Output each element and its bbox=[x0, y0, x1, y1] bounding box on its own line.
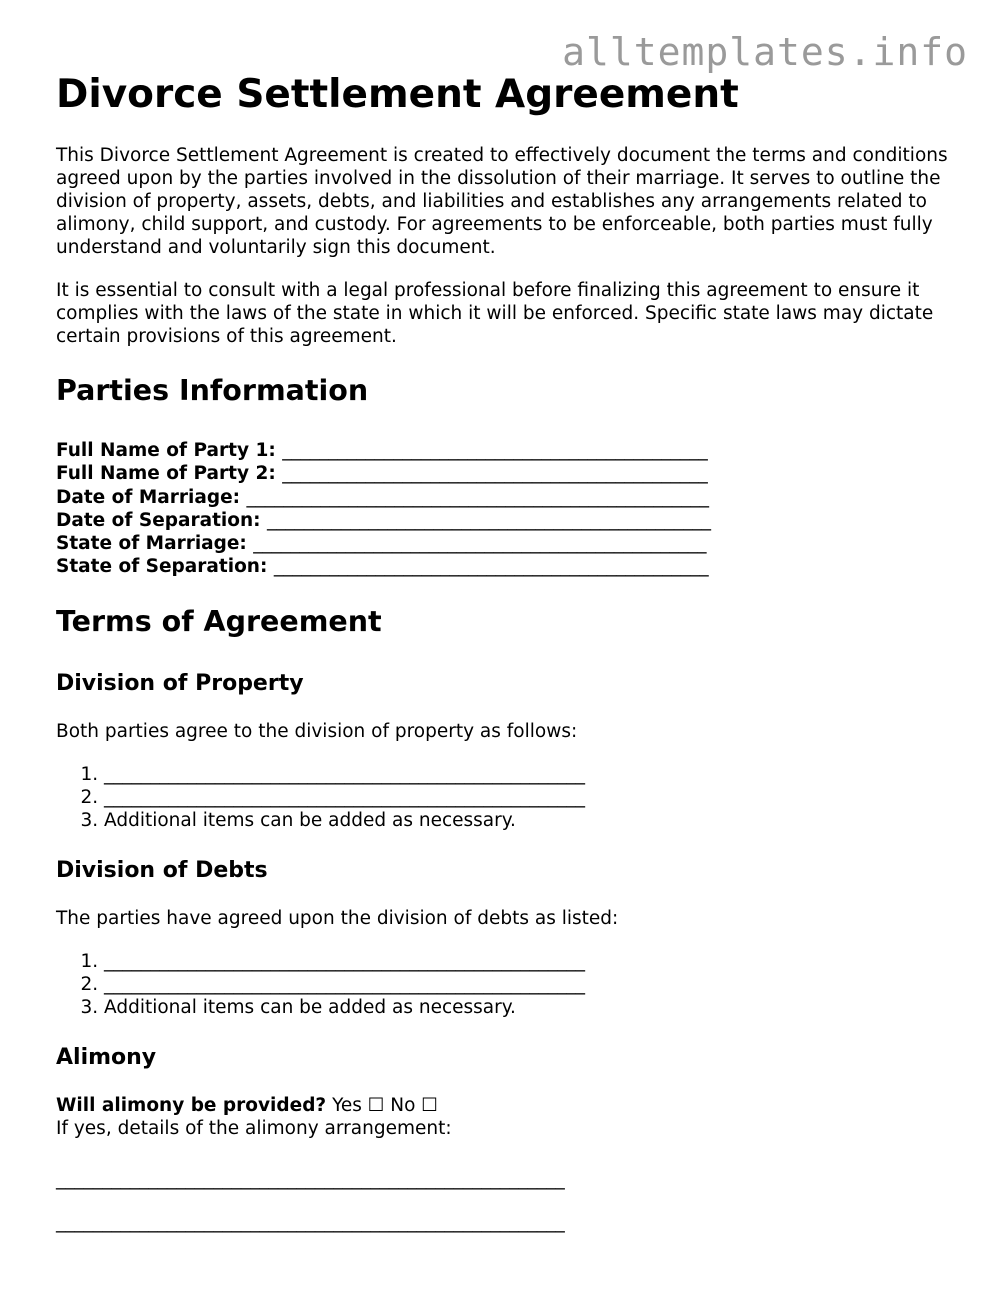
property-heading: Division of Property bbox=[56, 670, 304, 696]
field-label: State of Marriage: bbox=[56, 533, 247, 555]
field-label: Date of Separation: bbox=[56, 509, 261, 531]
field-label: State of Separation: bbox=[56, 556, 268, 578]
property-list bbox=[56, 763, 956, 833]
property-intro: Both parties agree to the division of property as follows: bbox=[56, 720, 578, 742]
list-item[interactable]: 1. ____________________________________________________ bbox=[104, 950, 956, 973]
parties-fields bbox=[56, 439, 956, 579]
list-item: 3. Additional items can be added as necessary. bbox=[104, 809, 956, 832]
watermark: alltemplates.info bbox=[562, 30, 968, 74]
alimony-question-label: Will alimony be provided? bbox=[56, 1094, 327, 1116]
date-of-separation-field[interactable] bbox=[56, 509, 956, 532]
alimony-details-line[interactable]: _______________________________________________________ bbox=[56, 1168, 565, 1190]
alimony-details-line[interactable]: _______________________________________________________ bbox=[56, 1211, 565, 1233]
alimony-yes-no-checkboxes[interactable]: Yes ☐ No ☐ bbox=[332, 1094, 438, 1116]
field-blank[interactable]: ______________________________________________ bbox=[282, 463, 708, 485]
state-of-marriage-field[interactable] bbox=[56, 532, 956, 555]
list-item[interactable]: 2. ____________________________________________________ bbox=[104, 973, 956, 996]
date-of-marriage-field[interactable] bbox=[56, 486, 956, 509]
intro-paragraph-1: This Divorce Settlement Agreement is created to effectively document the terms and conditions agreed upon by the parties involved in the dissolution of their marriage. It serves to outline the division of property, assets, debts, and liabilities and establishes any arrangements related to alimony, child support, and custody. For agreements to be enforceable, both parties must fully understand and voluntarily sign this document. bbox=[56, 145, 948, 258]
list-item[interactable]: 2. ____________________________________________________ bbox=[104, 786, 956, 809]
field-blank[interactable]: __________________________________________________ bbox=[246, 486, 709, 508]
list-item: 3. Additional items can be added as necessary. bbox=[104, 996, 956, 1019]
terms-heading: Terms of Agreement bbox=[56, 604, 382, 638]
alimony-question bbox=[56, 1094, 956, 1117]
field-blank[interactable]: _______________________________________________ bbox=[273, 556, 709, 578]
party1-name-field[interactable] bbox=[56, 439, 956, 462]
field-label: Date of Marriage: bbox=[56, 486, 241, 508]
list-item[interactable]: 1. ____________________________________________________ bbox=[104, 763, 956, 786]
field-label: Full Name of Party 1: bbox=[56, 440, 276, 461]
debts-intro: The parties have agreed upon the division of debts as listed: bbox=[56, 907, 619, 929]
field-blank[interactable]: ________________________________________________ bbox=[267, 509, 711, 531]
document-page bbox=[56, 72, 956, 1234]
page-title: Divorce Settlement Agreement bbox=[56, 72, 739, 117]
party2-name-field[interactable] bbox=[56, 462, 956, 485]
field-blank[interactable]: ______________________________________________ bbox=[282, 440, 708, 461]
debts-list bbox=[56, 950, 956, 1020]
debts-heading: Division of Debts bbox=[56, 857, 268, 883]
field-label: Full Name of Party 2: bbox=[56, 463, 276, 485]
field-blank[interactable]: _________________________________________________ bbox=[253, 533, 707, 555]
alimony-heading: Alimony bbox=[56, 1044, 157, 1070]
state-of-separation-field[interactable] bbox=[56, 555, 956, 578]
alimony-details-label: If yes, details of the alimony arrangement: bbox=[56, 1117, 452, 1139]
intro-paragraph-2: It is essential to consult with a legal professional before finalizing this agreement to ensure it complies with the laws of the state in which it will be enforced. Specific state laws may dictate certain provisions of this agreement. bbox=[56, 280, 934, 347]
parties-heading: Parties Information bbox=[56, 374, 369, 407]
